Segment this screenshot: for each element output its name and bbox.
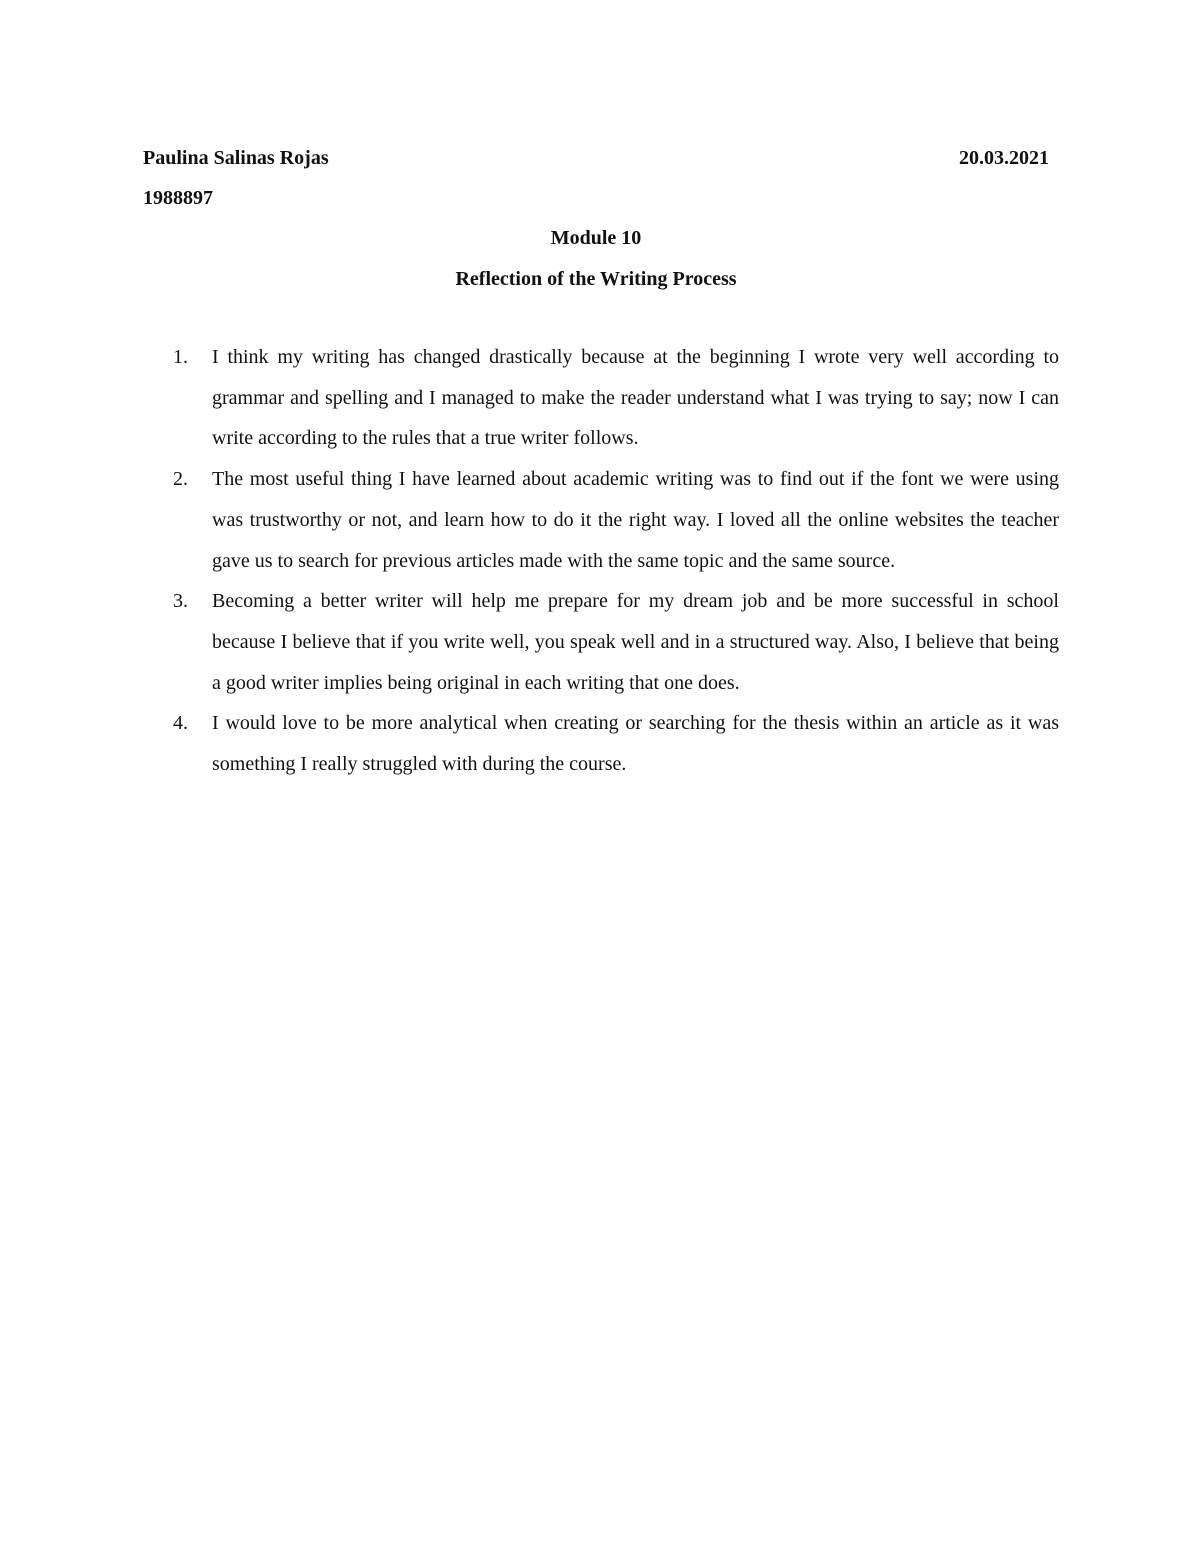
answer-text: The most useful thing I have learned about academic writing was to find out if the font we were using was trustworthy or not, and learn how to do it the right way. I loved all the online websites the teacher gave us to search for previous articles made with the same topic and the same source. bbox=[212, 468, 1059, 572]
answer-list bbox=[143, 337, 1059, 785]
student-id: 1988897 bbox=[143, 187, 213, 209]
answer-text: I think my writing has changed drastically because at the beginning I wrote very well according to grammar and spelling and I managed to make the reader understand what I was trying to say; now I can write according to the rules that a true writer follows. bbox=[212, 346, 1059, 450]
answer-number: 2. bbox=[173, 468, 188, 491]
document-date: 20.03.2021 bbox=[959, 147, 1049, 169]
document-title: Reflection of the Writing Process bbox=[455, 268, 737, 290]
answer-number: 4. bbox=[173, 712, 188, 735]
answer-number: 1. bbox=[173, 346, 188, 368]
author-name: Paulina Salinas Rojas bbox=[143, 147, 329, 169]
answer-item bbox=[143, 703, 1059, 784]
document-header bbox=[143, 142, 1049, 174]
answer-item bbox=[143, 459, 1059, 581]
module-title: Module 10 bbox=[550, 227, 642, 249]
answer-item bbox=[143, 581, 1059, 703]
answer-item bbox=[143, 337, 1059, 459]
answer-text: Becoming a better writer will help me prepare for my dream job and be more successful in school because I believe that if you write well, you speak well and in a structured way. Also, I believe that being a good writer implies being original in each writing that one does. bbox=[212, 590, 1059, 694]
answer-text: I would love to be more analytical when creating or searching for the thesis within an article as it was something I really struggled with during the course. bbox=[212, 712, 1059, 776]
answer-number: 3. bbox=[173, 590, 188, 613]
